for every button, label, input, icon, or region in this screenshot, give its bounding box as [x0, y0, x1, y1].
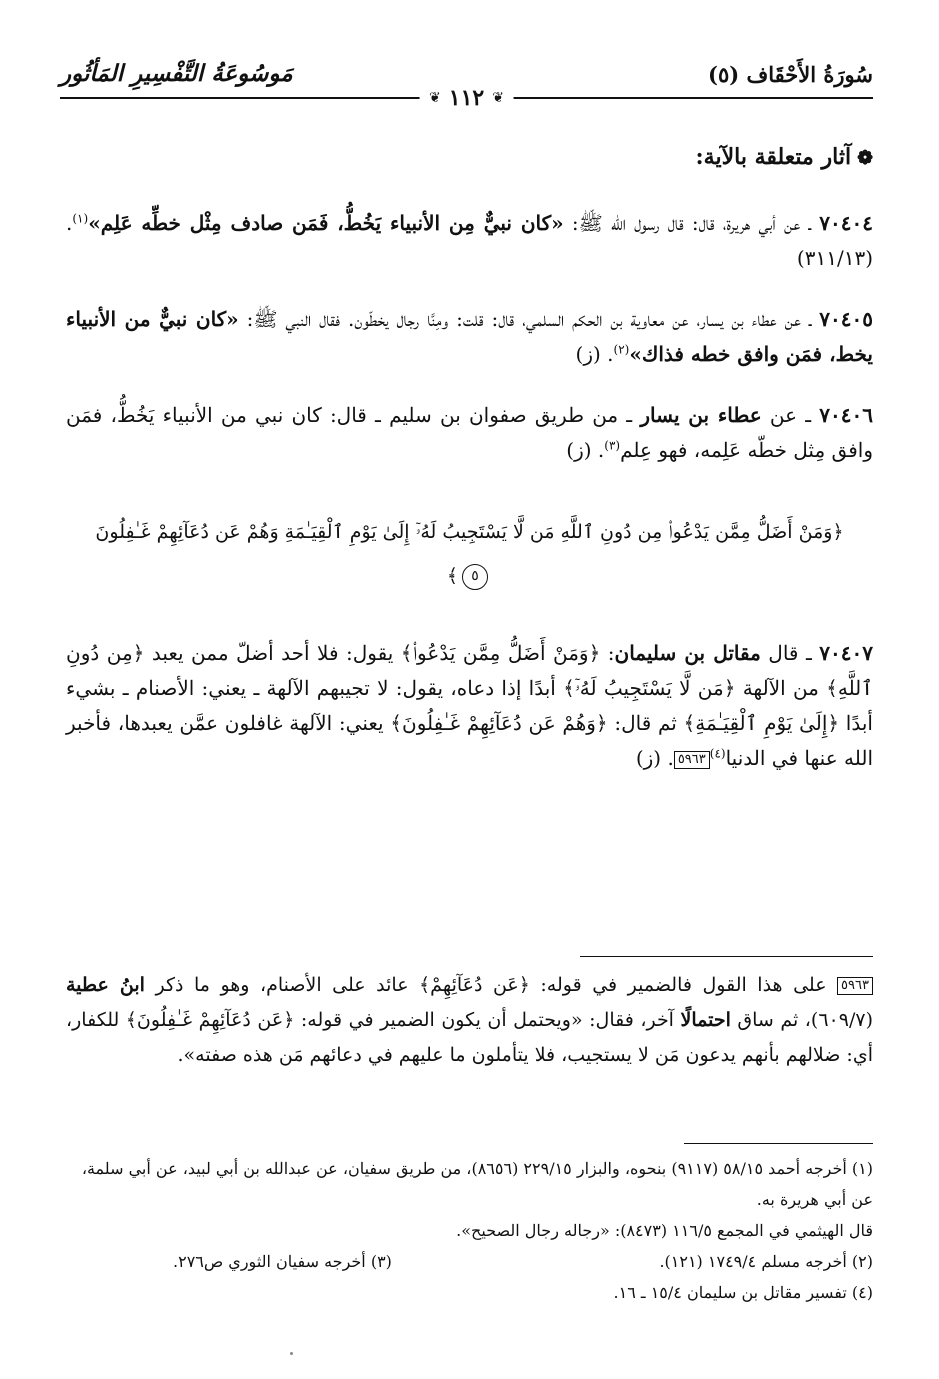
- comment-text: (٦٠٩/٧)، ثم ساق: [730, 1009, 873, 1031]
- emphasis-word: احتمالًا: [680, 1009, 731, 1031]
- section-heading: [66, 140, 873, 176]
- athar-text: ـ عن أبي هريرة، قال: قال رسول الله ﷺ:: [563, 211, 820, 235]
- footnote-2: (٢) أخرجه مسلم ١٧٤٩/٤ (١٢١).: [659, 1252, 873, 1271]
- athar-text: ـ عن: [761, 403, 820, 427]
- athar-number: ٧٠٤٠٧: [819, 641, 873, 665]
- comment-ref-box: ٥٩٦٣: [674, 751, 710, 769]
- ornament-left-icon: ❦: [429, 90, 441, 106]
- verse-close-bracket: ﴾: [446, 565, 459, 587]
- surah-title: سُورَةُ الأَحْقَاف (٥): [708, 62, 873, 87]
- footnote-ref: (٤): [709, 746, 726, 761]
- section-title: آثار متعلقة بالآية:: [695, 144, 852, 170]
- verse-text: وَمَنْ أَضَلُّ مِمَّن يَدْعُوا۟ مِن دُونِ ٱللَّهِ مَن لَّا يَسْتَجِيبُ لَهُۥٓ إِلَىٰ يَوْمِ ٱلْقِيَـٰمَةِ وَهُمْ عَن دُعَآئِهِمْ غَـٰفِلُونَ: [95, 521, 833, 543]
- source-ref: . (٣١١/١٣): [66, 211, 873, 270]
- page-number: ١١٢: [448, 85, 485, 111]
- ayah-number-marker: ٥: [462, 564, 488, 590]
- athar-text: ـ من طريق صفوان بن سليم ـ قال: كان نبي من الأنبياء يَخُطُّ، فمَن وافق مِثل خطّه عَلِمه، فهو عِلم: [66, 403, 873, 462]
- athar-7407: [66, 636, 873, 776]
- footnote-4: (٤) تفسير مقاتل بن سليمان ١٥/٤ ـ ١٦.: [613, 1283, 873, 1302]
- footnote-3: (٣) أخرجه سفيان الثوري ص٢٧٦.: [173, 1252, 392, 1271]
- main-text: [66, 140, 873, 802]
- athar-text: : ﴿وَمَنْ أَضَلُّ مِمَّن يَدْعُوا۟﴾ يقول: فلا أحد أضلّ ممن يعبد ﴿مِن دُونِ ٱللَّهِ﴾ من الآلهة ﴿مَن لَّا يَسْتَجِيبُ لَهُۥٓ﴾ أبدًا إذا دعاه، يقول: لا تجيبهم الآلهة ـ يعني: الأصنام ـ بشيء أبدًا ﴿إِلَىٰ يَوْمِ ٱلْقِيَـٰمَةِ﴾ ثم قال: ﴿وَهُمْ عَن دُعَآئِهِمْ غَـٰفِلُونَ﴾ يعني: الآلهة غافلون عمَّن يعبدها، فأخبر الله عنها في الدنيا: [66, 641, 873, 770]
- footnote-1: (١) أخرجه أحمد ٥٨/١٥ (٩١١٧) بنحوه، والبزار ٢٢٩/١٥ (٨٦٥٦)، من طريق سفيان، عن عبدالله بن أبي لبيد، عن أبي سلمة، عن أبي هريرة به.: [81, 1159, 873, 1209]
- athar-number: ٧٠٤٠٤: [819, 211, 873, 235]
- quran-verse: [86, 510, 853, 598]
- footnote-1-note: قال الهيثمي في المجمع ١١٦/٥ (٨٤٧٣): «رجاله رجال الصحيح».: [456, 1221, 873, 1240]
- source-ref: . (ز): [575, 342, 614, 366]
- verse-open-bracket: ﴿: [832, 521, 844, 543]
- narrator-name: عطاء بن يسار: [640, 403, 762, 427]
- athar-text: ـ قال: [760, 641, 820, 665]
- athar-7406: [66, 398, 873, 468]
- footnotes: [66, 1153, 873, 1308]
- hadith-quote: «كان نبيٌّ من الأنبياء يخط، فمَن وافق خطه فذاك»: [66, 307, 873, 366]
- scholar-name: ابنُ عطية: [66, 974, 145, 996]
- scan-dot: [290, 1352, 293, 1355]
- athar-number: ٧٠٤٠٦: [819, 403, 873, 427]
- footnote-divider: [684, 1143, 873, 1144]
- hadith-quote: «كان نبيٌّ مِن الأنبياء يَخُطُّ، فَمَن صادف مِثْل خطِّه عَلِم»: [88, 211, 564, 235]
- footnotes-2-3-row: [173, 1246, 873, 1277]
- source-ref: . (ز): [566, 438, 605, 462]
- page-header: [60, 56, 873, 111]
- comment-text: على هذا القول فالضمير في قوله: ﴿عَن دُعَآئِهِمْ﴾ عائد على الأصنام، وهو ما ذكر: [144, 974, 838, 996]
- footnote-ref: (١): [72, 211, 89, 226]
- comment-text: آخر، فقال: «ويحتمل أن يكون الضمير في قوله: ﴿عَن دُعَآئِهِمْ غَـٰفِلُونَ﴾ للكفار، أي: ضلالهم بأنهم يدعون مَن لا يستجيب، فلا يتأملون ما عليهم في دعائهم مَن هذه صفته».: [66, 1009, 873, 1066]
- athar-number: ٧٠٤٠٥: [819, 307, 874, 331]
- book-title: مَوسُوعَةُ التَّفْسِيرِ المَأثُور: [60, 60, 293, 87]
- comment-number-box: ٥٩٦٣: [837, 977, 873, 995]
- athar-7405: [66, 302, 873, 372]
- page-number-block: [419, 85, 514, 111]
- narrator-name: مقاتل بن سليمان: [614, 641, 761, 665]
- athar-text: ـ عن عطاء بن يسار، عن معاوية بن الحكم السلمي، قال: قلت: ومِنَّا رجال يخطّون. فقال النبي ﷺ:: [238, 307, 820, 331]
- ornament-right-icon: ❦: [492, 90, 504, 106]
- editor-comment: [66, 968, 873, 1073]
- source-ref: . (ز): [635, 746, 674, 770]
- athar-7404: [66, 206, 873, 276]
- footnote-ref: (٢): [613, 342, 630, 357]
- comment-divider: [580, 956, 873, 957]
- flower-icon: ❁: [857, 147, 873, 169]
- footnote-ref: (٣): [604, 438, 621, 453]
